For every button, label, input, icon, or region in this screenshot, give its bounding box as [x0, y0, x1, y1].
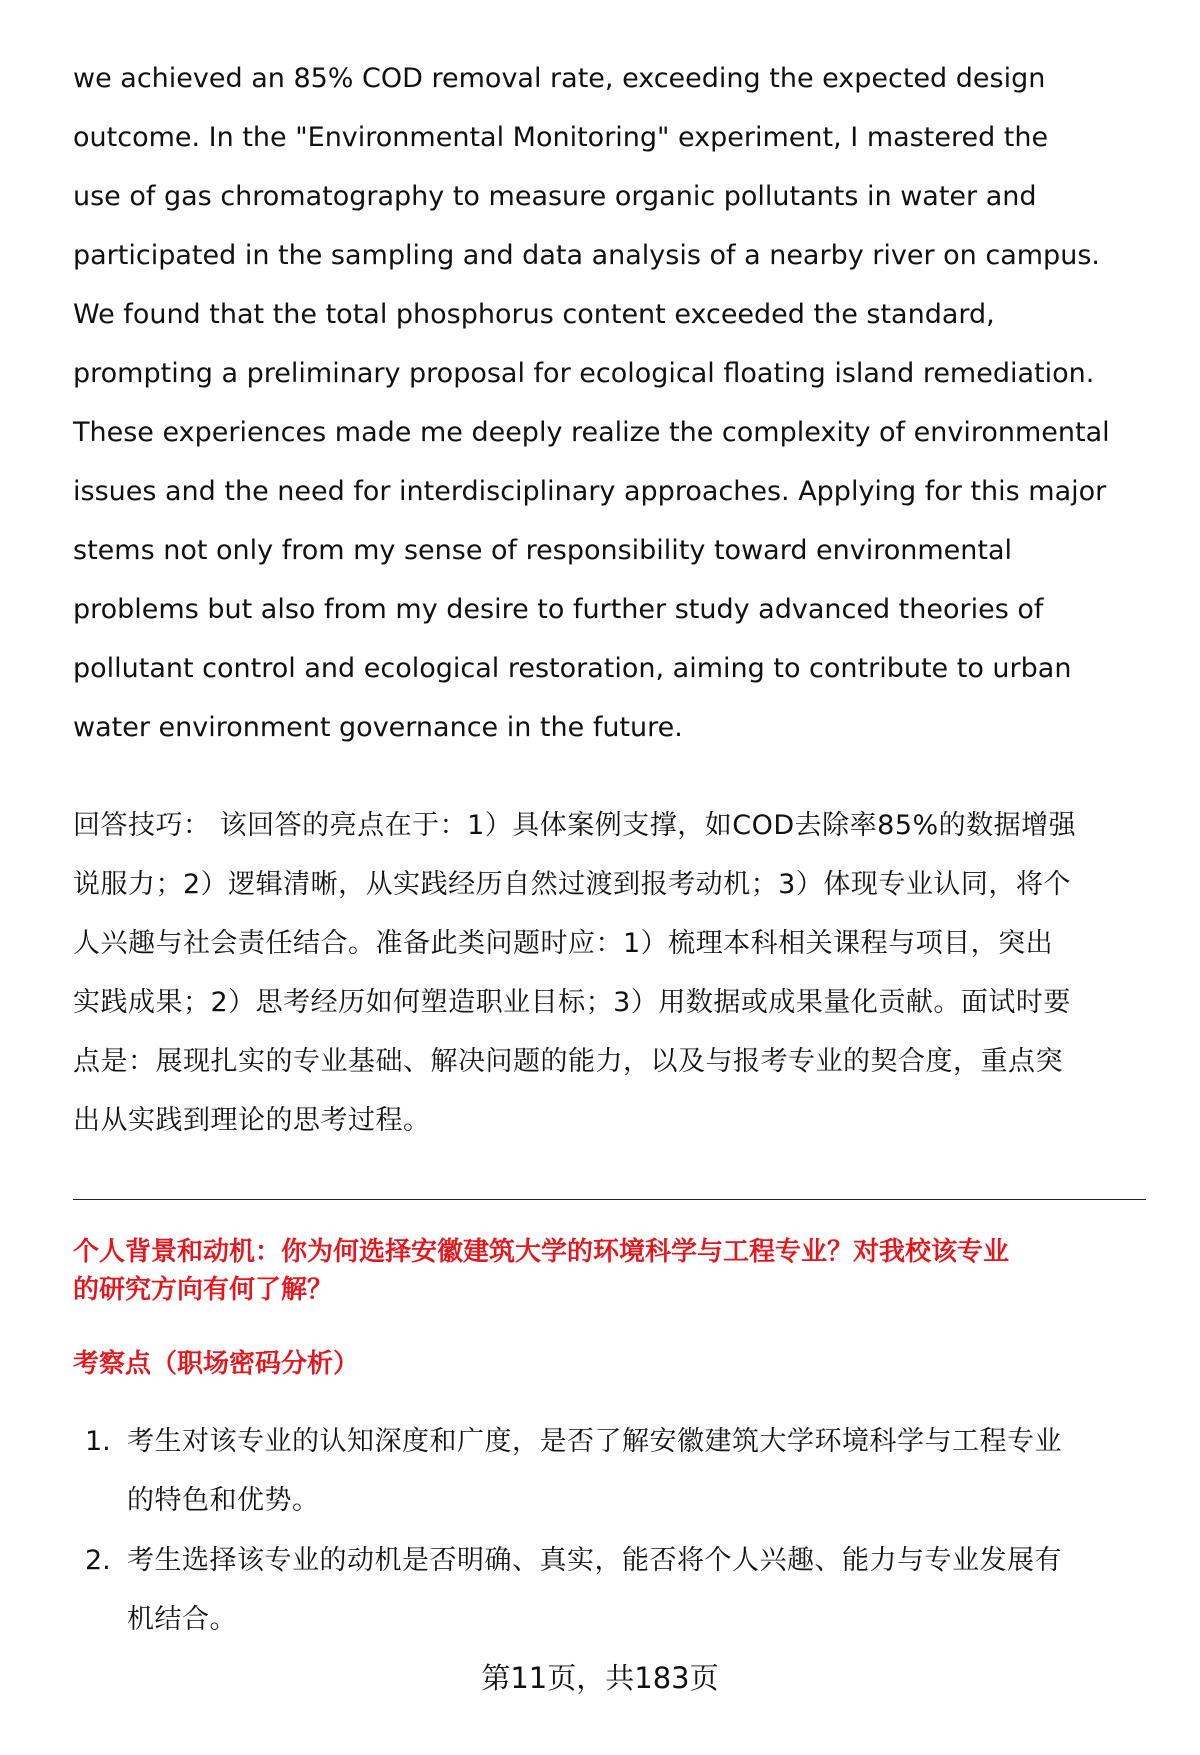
answer-line: we achieved an 85% COD removal rate, exceeding the expected design	[73, 63, 1046, 94]
list-item-line: 机结合。	[127, 1604, 237, 1635]
section-heading: 考察点（职场密码分析）	[73, 1349, 360, 1379]
answer-line: participated in the sampling and data analysis of a nearby river on campus.	[73, 240, 1100, 271]
tips-line: 说服力；2）逻辑清晰，从实践经历自然过渡到报考动机；3）体现专业认同，将个	[73, 869, 1071, 900]
list-number: 2.	[85, 1545, 111, 1576]
answer-line: prompting a preliminary proposal for ecological floating island remediation.	[73, 358, 1095, 389]
tips-line: 实践成果；2）思考经历如何塑造职业目标；3）用数据或成果量化贡献。面试时要	[73, 987, 1071, 1018]
section-divider	[73, 1199, 1146, 1200]
list-item-line: 的特色和优势。	[127, 1485, 320, 1516]
answer-line: water environment governance in the future.	[73, 712, 683, 743]
answer-line: pollutant control and ecological restoration, aiming to contribute to urban	[73, 653, 1072, 684]
tips-line: 出从实践到理论的思考过程。	[73, 1105, 431, 1136]
answer-line: These experiences made me deeply realize the complexity of environmental	[73, 417, 1110, 448]
list-item-line: 考生选择该专业的动机是否明确、真实，能否将个人兴趣、能力与专业发展有	[127, 1545, 1062, 1576]
answer-line: outcome. In the "Environmental Monitoring" experiment, I mastered the	[73, 122, 1049, 153]
tips-line: 点是：展现扎实的专业基础、解决问题的能力，以及与报考专业的契合度，重点突	[73, 1046, 1063, 1077]
tips-line: 人兴趣与社会责任结合。准备此类问题时应：1）梳理本科相关课程与项目，突出	[73, 928, 1054, 959]
answer-line: problems but also from my desire to further study advanced theories of	[73, 594, 1044, 625]
list-number: 1.	[85, 1426, 111, 1457]
page-number: 第11页，共183页	[481, 1661, 719, 1695]
answer-line: We found that the total phosphorus content exceeded the standard,	[73, 299, 995, 330]
tips-line: 回答技巧： 该回答的亮点在于：1）具体案例支撑，如COD去除率85%的数据增强	[73, 810, 1077, 841]
list-item-line: 考生对该专业的认知深度和广度，是否了解安徽建筑大学环境科学与工程专业	[127, 1426, 1062, 1457]
question-line: 的研究方向有何了解？	[73, 1275, 334, 1305]
answer-line: use of gas chromatography to measure organic pollutants in water and	[73, 181, 1037, 212]
question-line: 个人背景和动机：你为何选择安徽建筑大学的环境科学与工程专业？对我校该专业	[73, 1237, 1010, 1267]
answer-line: stems not only from my sense of responsibility toward environmental	[73, 535, 1013, 566]
answer-line: issues and the need for interdisciplinary approaches. Applying for this major	[73, 476, 1107, 507]
